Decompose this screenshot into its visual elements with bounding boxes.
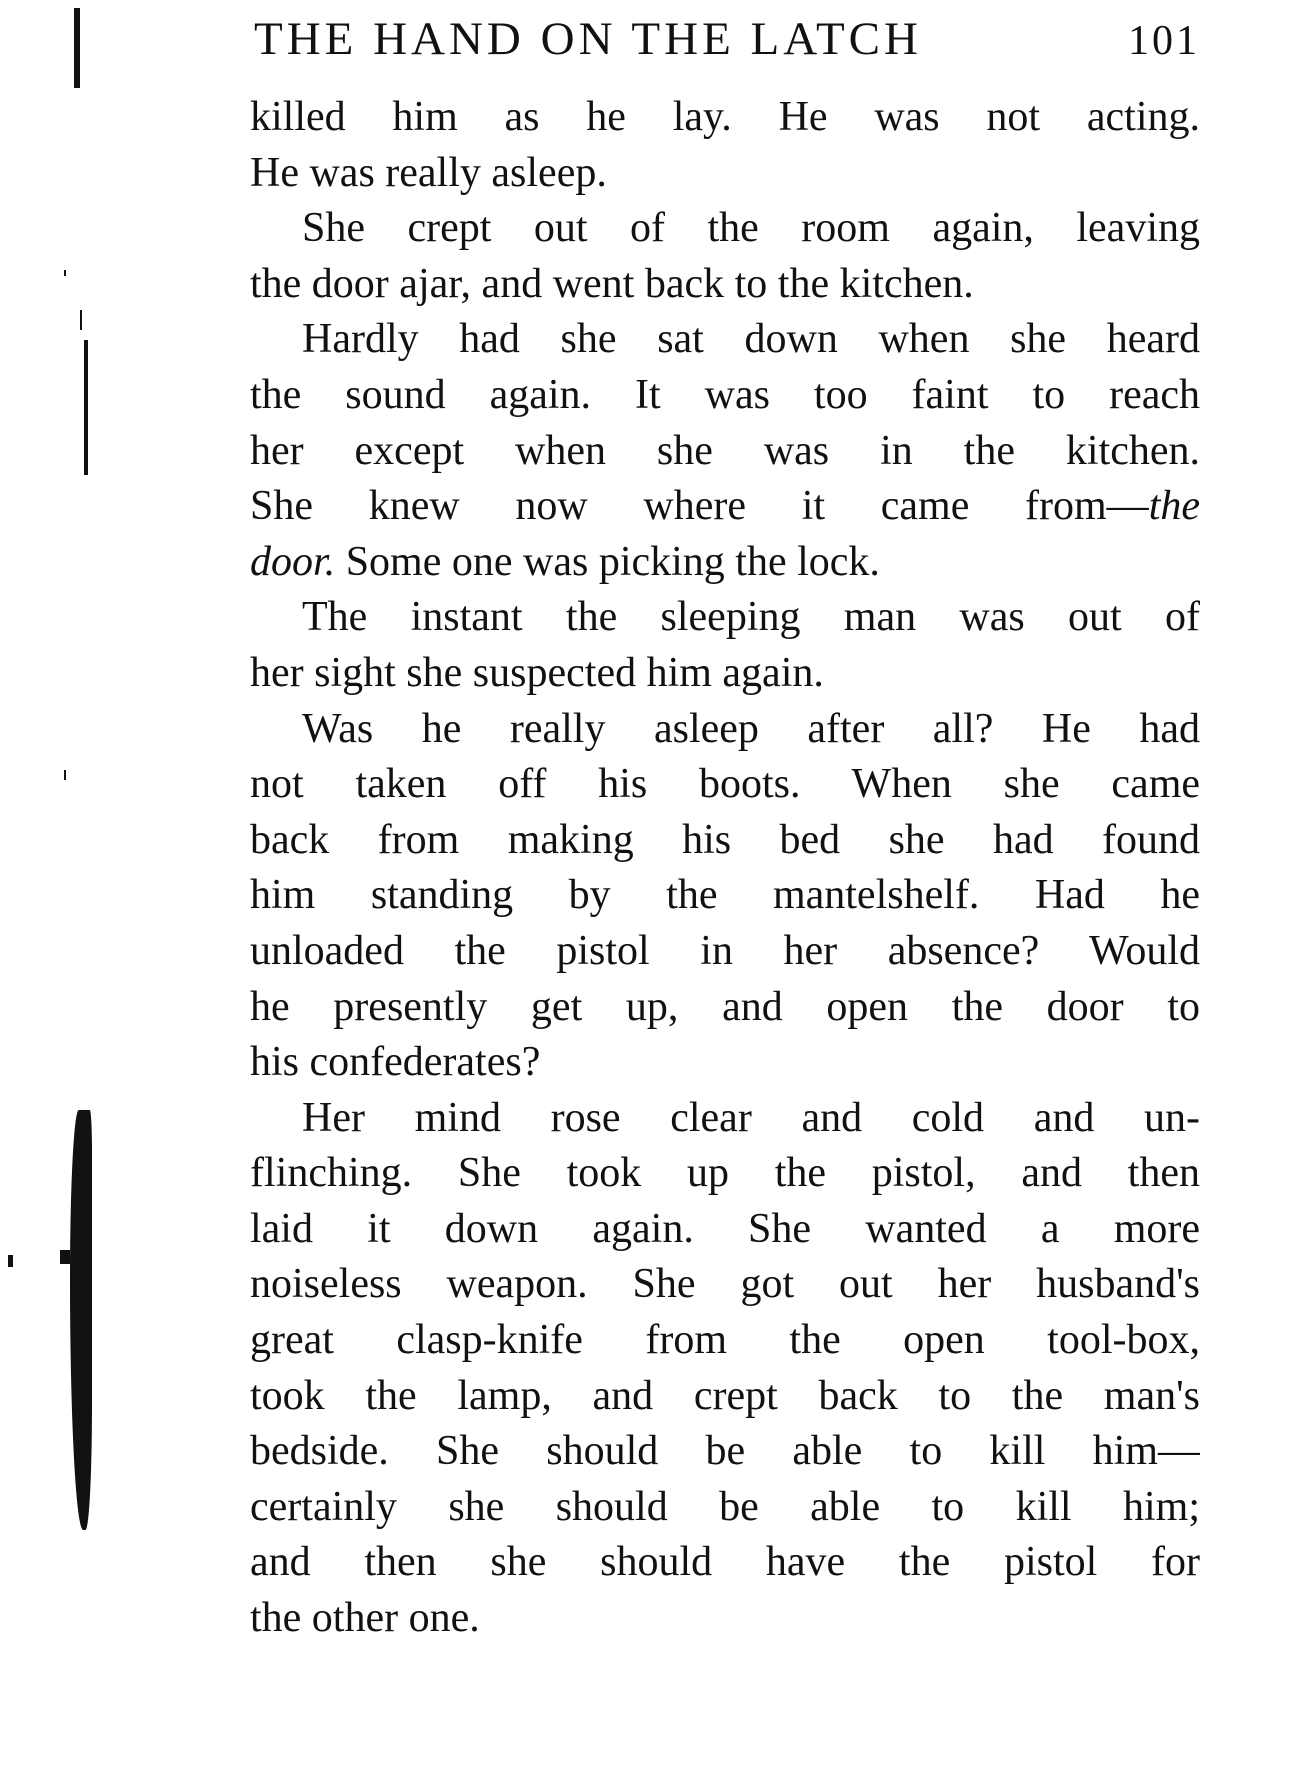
line-text: the other one. <box>250 1595 480 1642</box>
line-text: noiseless weapon. She got out her husband's <box>250 1261 1200 1308</box>
binding-shadow <box>70 1110 92 1530</box>
text-line <box>250 312 1200 368</box>
line-text: bedside. She should be able to kill him— <box>250 1428 1200 1475</box>
text-line <box>250 1591 1200 1647</box>
line-text: took the lamp, and crept back to the man's <box>250 1372 1200 1419</box>
binding-shadow <box>74 8 80 88</box>
text-line <box>250 424 1200 480</box>
line-text: flinching. She took up the pistol, and then <box>250 1150 1200 1197</box>
text-line <box>250 702 1200 758</box>
line-text: and then she should have the pistol for <box>250 1539 1200 1586</box>
text-line <box>250 257 1200 313</box>
line-text: He was really asleep. <box>250 149 607 196</box>
text-line <box>250 868 1200 924</box>
line-text: her except when she was in the kitchen. <box>250 427 1200 474</box>
running-header <box>254 12 1200 72</box>
line-text: the sound again. It was too faint to reach <box>250 371 1200 418</box>
line-text: She knew now where it came from— <box>250 483 1149 530</box>
text-line <box>250 1146 1200 1202</box>
text-line <box>250 1369 1200 1425</box>
text-line <box>250 1313 1200 1369</box>
line-text: his confederates? <box>250 1039 541 1086</box>
binding-speck <box>8 1255 13 1267</box>
line-text: Hardly had she sat down when she heard <box>302 316 1200 363</box>
binding-shadow <box>84 340 88 475</box>
page-number: 101 <box>1128 18 1200 64</box>
line-text: Some one was picking the lock. <box>335 538 880 585</box>
text-line <box>250 1035 1200 1091</box>
text-line <box>250 368 1200 424</box>
line-text: great clasp-knife from the open tool-box, <box>250 1317 1200 1364</box>
line-text: killed him as he lay. He was not acting. <box>250 94 1200 140</box>
line-text: him standing by the mantelshelf. Had he <box>250 872 1200 919</box>
text-line <box>250 1091 1200 1147</box>
line-text: not taken off his boots. When she came <box>250 761 1200 808</box>
binding-shadow <box>80 310 82 330</box>
text-line <box>250 980 1200 1036</box>
line-text: he presently get up, and open the door to <box>250 983 1200 1030</box>
text-line <box>250 479 1200 535</box>
text-line <box>250 757 1200 813</box>
line-text: the door ajar, and went back to the kitchen. <box>250 260 974 307</box>
running-title: THE HAND ON THE LATCH <box>254 13 922 65</box>
text-line <box>250 646 1200 702</box>
text-line <box>250 1424 1200 1480</box>
line-text: unloaded the pistol in her absence? Would <box>250 927 1200 974</box>
text-line <box>250 813 1200 869</box>
line-text: She crept out of the room again, leaving <box>302 205 1200 252</box>
text-line <box>250 1202 1200 1258</box>
line-text: back from making his bed she had found <box>250 816 1200 863</box>
text-line <box>250 146 1200 202</box>
italic-text: door. <box>250 538 336 585</box>
line-text: her sight she suspected him again. <box>250 649 824 696</box>
line-text: laid it down again. She wanted a more <box>250 1205 1200 1252</box>
text-line <box>250 201 1200 257</box>
text-line <box>250 590 1200 646</box>
line-text: Her mind rose clear and cold and un- <box>302 1094 1200 1141</box>
binding-speck <box>64 270 66 276</box>
text-line <box>250 1257 1200 1313</box>
binding-shadow <box>60 1250 70 1264</box>
line-text: certainly she should be able to kill him; <box>250 1483 1200 1530</box>
binding-speck <box>64 770 66 780</box>
line-text: Was he really asleep after all? He had <box>302 705 1200 752</box>
italic-text: the <box>1148 483 1200 530</box>
text-line <box>250 924 1200 980</box>
body-text <box>250 90 1200 1647</box>
text-line <box>250 1480 1200 1536</box>
text-line <box>250 1535 1200 1591</box>
line-text: The instant the sleeping man was out of <box>302 594 1200 641</box>
text-line <box>250 90 1200 146</box>
text-line <box>250 535 1200 591</box>
